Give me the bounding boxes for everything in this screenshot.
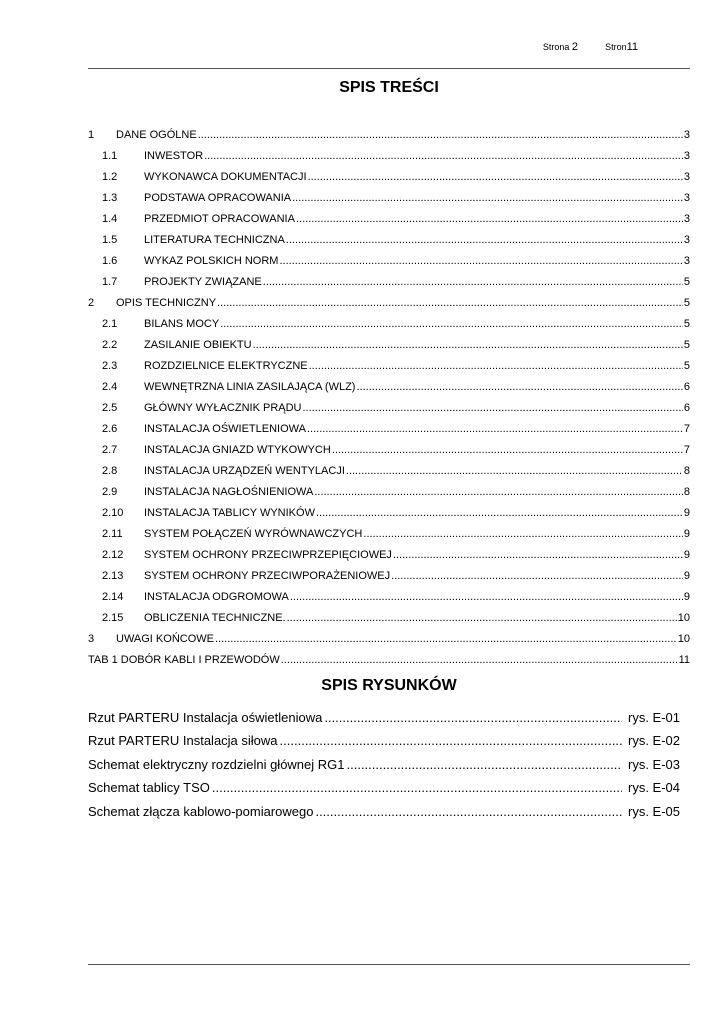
toc-entry-page: 3 bbox=[683, 150, 690, 162]
toc-entry-number: 2.15 bbox=[102, 612, 124, 624]
dot-leader bbox=[316, 507, 683, 520]
toc-entry-title: DANE OGÓLNE bbox=[116, 129, 197, 141]
toc-entry-number: 1.6 bbox=[102, 255, 118, 267]
dot-leader bbox=[287, 612, 677, 625]
toc-entry-page: 3 bbox=[683, 255, 690, 267]
toc-entry-title: INWESTOR bbox=[144, 150, 204, 162]
toc-title: SPIS TREŚCI bbox=[339, 79, 439, 96]
toc-entry-number: 2.4 bbox=[102, 381, 118, 393]
toc-entry[interactable] bbox=[88, 247, 690, 268]
toc-entry-number: 1 bbox=[88, 129, 95, 141]
toc-entry-page: 3 bbox=[683, 129, 690, 141]
toc-entry-page: 3 bbox=[683, 171, 690, 183]
toc-entry-page: 5 bbox=[683, 276, 690, 288]
toc-entry[interactable] bbox=[88, 436, 690, 457]
dot-leader bbox=[220, 318, 683, 331]
toc-entry-page: 7 bbox=[683, 423, 690, 435]
toc-entry[interactable] bbox=[88, 226, 690, 247]
toc-entry-page: 10 bbox=[677, 633, 690, 645]
toc-entry-number: 1.2 bbox=[102, 171, 118, 183]
dot-leader bbox=[309, 360, 683, 373]
toc-entry-page: 5 bbox=[683, 318, 690, 330]
dot-leader bbox=[324, 710, 622, 726]
toc-entry[interactable] bbox=[88, 541, 690, 562]
toc-entry-number: 2.6 bbox=[102, 423, 118, 435]
toc-entry-page: 9 bbox=[683, 507, 690, 519]
header-divider bbox=[88, 68, 690, 69]
figure-entry-title: Schemat elektryczny rozdzielni głównej RG1 bbox=[88, 756, 345, 772]
toc-entry-number: 2.9 bbox=[102, 486, 118, 498]
toc-entry-number: 2.2 bbox=[102, 339, 118, 351]
toc-entry[interactable] bbox=[88, 520, 690, 541]
toc-entry-number: 2.14 bbox=[102, 591, 124, 603]
toc-entry-page: 3 bbox=[683, 234, 690, 246]
dot-leader bbox=[263, 276, 683, 289]
dot-leader bbox=[307, 423, 683, 436]
dot-leader bbox=[215, 633, 677, 646]
page-header bbox=[543, 41, 638, 53]
toc-entry-title: ROZDZIELNICE ELEKTRYCZNE bbox=[144, 360, 308, 372]
total-pages-label: Stron bbox=[605, 42, 627, 52]
table-of-contents bbox=[88, 121, 690, 667]
figure-entry-ref: rys. E-04 bbox=[627, 780, 680, 795]
toc-entry-number: 3 bbox=[88, 633, 95, 645]
toc-entry-title: OPIS TECHNICZNY bbox=[116, 297, 217, 309]
toc-entry-number: 2 bbox=[88, 297, 95, 309]
toc-entry-title: INSTALACJA URZĄDZEŃ WENTYLACJI bbox=[144, 465, 345, 477]
dot-leader bbox=[314, 486, 683, 499]
dot-leader bbox=[356, 381, 682, 394]
toc-entry-title: OBLICZENIA TECHNICZNE. bbox=[144, 612, 286, 624]
toc-entry-number: 2.7 bbox=[102, 444, 118, 456]
page-label: Strona bbox=[542, 42, 570, 52]
toc-entry-page: 11 bbox=[678, 654, 690, 666]
toc-entry[interactable] bbox=[88, 163, 690, 184]
figure-entry[interactable] bbox=[88, 726, 680, 750]
figure-entry-title: Rzut PARTERU Instalacja oświetleniowa bbox=[88, 709, 323, 725]
toc-entry-number: 2.8 bbox=[102, 465, 118, 477]
dot-leader bbox=[280, 733, 622, 749]
toc-entry-title: UWAGI KOŃCOWE bbox=[116, 633, 214, 645]
toc-entry-number: 1.4 bbox=[102, 213, 118, 225]
toc-entry[interactable] bbox=[88, 604, 690, 625]
toc-entry-number: 1.3 bbox=[102, 192, 118, 204]
toc-entry[interactable] bbox=[88, 268, 690, 289]
toc-entry-page: 9 bbox=[683, 570, 690, 582]
toc-entry-title: PRZEDMIOT OPRACOWANIA bbox=[144, 213, 295, 225]
toc-entry[interactable] bbox=[88, 415, 690, 436]
toc-entry[interactable] bbox=[88, 142, 690, 163]
dot-leader bbox=[315, 804, 622, 820]
toc-entry[interactable] bbox=[88, 478, 690, 499]
toc-entry-page: 9 bbox=[683, 591, 690, 603]
toc-entry-page: 10 bbox=[677, 612, 690, 624]
footer-divider bbox=[88, 964, 690, 965]
toc-entry-page: 5 bbox=[683, 297, 690, 309]
figure-entry-ref: rys. E-05 bbox=[627, 803, 680, 819]
toc-entry-number: 2.12 bbox=[102, 549, 124, 561]
toc-entry[interactable] bbox=[88, 373, 690, 394]
toc-entry-page: 8 bbox=[683, 486, 690, 498]
toc-entry[interactable] bbox=[88, 310, 690, 331]
toc-entry[interactable] bbox=[88, 289, 690, 310]
toc-entry-number: 2.5 bbox=[102, 402, 118, 414]
dot-leader bbox=[253, 339, 683, 352]
toc-entry[interactable] bbox=[88, 562, 690, 583]
dot-leader bbox=[204, 150, 683, 163]
dot-leader bbox=[308, 171, 683, 184]
dot-leader bbox=[296, 213, 683, 226]
toc-entry-number: 2.10 bbox=[102, 507, 124, 519]
toc-entry-page: 8 bbox=[683, 465, 690, 477]
toc-entry-title: SYSTEM OCHRONY PRZECIWPORAŻENIOWEJ bbox=[144, 570, 391, 582]
toc-entry[interactable] bbox=[88, 625, 690, 646]
toc-entry-number: 2.3 bbox=[102, 360, 118, 372]
toc-entry-page: 6 bbox=[683, 402, 690, 414]
toc-entry-title: INSTALACJA OŚWIETLENIOWA bbox=[144, 423, 306, 435]
toc-entry-number: 2.1 bbox=[102, 318, 118, 330]
dot-leader bbox=[290, 591, 683, 604]
toc-entry[interactable] bbox=[88, 394, 690, 415]
dot-leader bbox=[347, 757, 622, 773]
toc-entry[interactable] bbox=[88, 646, 690, 667]
figure-entry[interactable] bbox=[88, 749, 680, 773]
figure-entry-ref: rys. E-01 bbox=[627, 709, 680, 725]
figures-title: SPIS RYSUNKÓW bbox=[321, 677, 457, 694]
toc-entry-title: SYSTEM POŁĄCZEŃ WYRÓWNAWCZYCH bbox=[144, 528, 363, 540]
toc-entry-page: 5 bbox=[683, 339, 690, 351]
figure-entry-title: Schemat tablicy TSO bbox=[88, 780, 210, 795]
figure-entry[interactable] bbox=[88, 773, 680, 797]
toc-entry-title: GŁÓWNY WYŁACZNIK PRĄDU bbox=[144, 402, 302, 414]
dot-leader bbox=[198, 129, 683, 142]
figure-entry-ref: rys. E-03 bbox=[627, 756, 680, 772]
toc-entry[interactable] bbox=[88, 352, 690, 373]
toc-entry[interactable] bbox=[88, 121, 690, 142]
dot-leader bbox=[286, 234, 683, 247]
total-pages-number: 11 bbox=[626, 41, 638, 53]
toc-entry-page: 3 bbox=[683, 213, 690, 225]
toc-entry-title: WYKONAWCA DOKUMENTACJI bbox=[144, 171, 307, 183]
figure-entry-title: Schemat złącza kablowo-pomiarowego bbox=[88, 803, 314, 819]
toc-entry-number: 1.7 bbox=[102, 276, 118, 288]
toc-entry-page: 9 bbox=[683, 528, 690, 540]
toc-entry-title: LITERATURA TECHNICZNA bbox=[144, 234, 285, 246]
dot-leader bbox=[346, 465, 683, 478]
dot-leader bbox=[212, 780, 622, 796]
dot-leader bbox=[332, 444, 683, 457]
toc-entry-title: PODSTAWA OPRACOWANIA bbox=[144, 192, 292, 204]
figure-entry[interactable] bbox=[88, 702, 680, 726]
figures-list bbox=[88, 702, 680, 820]
toc-entry[interactable] bbox=[88, 499, 690, 520]
dot-leader bbox=[281, 654, 678, 667]
toc-entry-title: PROJEKTY ZWIĄZANE bbox=[144, 276, 262, 288]
toc-entry-title: SYSTEM OCHRONY PRZECIWPRZEPIĘCIOWEJ bbox=[144, 549, 392, 561]
toc-entry-title: ZASILANIE OBIEKTU bbox=[144, 339, 252, 351]
dot-leader bbox=[303, 402, 683, 415]
toc-entry-title: TAB 1 DOBÓR KABLI I PRZEWODÓW bbox=[88, 654, 280, 666]
figure-entry-title: Rzut PARTERU Instalacja siłowa bbox=[88, 733, 278, 748]
toc-entry[interactable] bbox=[88, 583, 690, 604]
toc-entry-number: 1.5 bbox=[102, 234, 118, 246]
dot-leader bbox=[217, 297, 683, 310]
toc-entry-page: 5 bbox=[683, 360, 690, 372]
toc-entry-page: 9 bbox=[683, 549, 690, 561]
toc-entry-title: WEWNĘTRZNA LINIA ZASILAJĄCA (WLZ) bbox=[144, 381, 356, 393]
dot-leader bbox=[279, 255, 682, 268]
toc-entry-title: INSTALACJA ODGROMOWA bbox=[144, 591, 289, 603]
toc-entry[interactable] bbox=[88, 205, 690, 226]
toc-entry-page: 3 bbox=[683, 192, 690, 204]
dot-leader bbox=[292, 192, 683, 205]
toc-entry-page: 7 bbox=[683, 444, 690, 456]
toc-entry-page: 6 bbox=[683, 381, 690, 393]
toc-entry-title: BILANS MOCY bbox=[144, 318, 220, 330]
toc-entry-title: INSTALACJA GNIAZD WTYKOWYCH bbox=[144, 444, 331, 456]
toc-entry-number: 2.13 bbox=[102, 570, 124, 582]
page-number: 2 bbox=[571, 41, 579, 53]
toc-entry-title: INSTALACJA TABLICY WYNIKÓW bbox=[144, 507, 315, 519]
toc-entry[interactable] bbox=[88, 184, 690, 205]
figure-entry-ref: rys. E-02 bbox=[627, 733, 680, 748]
toc-entry-number: 2.11 bbox=[102, 528, 123, 540]
toc-entry-title: INSTALACJA NAGŁOŚNIENIOWA bbox=[144, 486, 314, 498]
dot-leader bbox=[393, 549, 683, 562]
figure-entry[interactable] bbox=[88, 796, 680, 820]
toc-entry-title: WYKAZ POLSKICH NORM bbox=[144, 255, 279, 267]
toc-entry[interactable] bbox=[88, 331, 690, 352]
toc-entry[interactable] bbox=[88, 457, 690, 478]
toc-entry-number: 1.1 bbox=[102, 150, 118, 162]
dot-leader bbox=[391, 570, 683, 583]
dot-leader bbox=[363, 528, 682, 541]
